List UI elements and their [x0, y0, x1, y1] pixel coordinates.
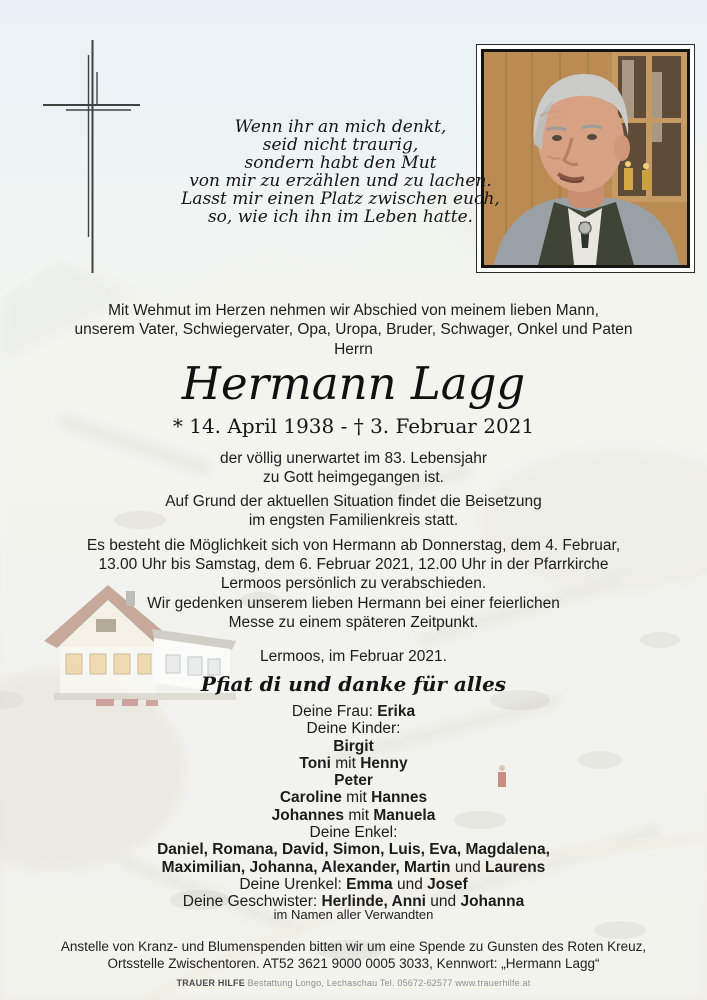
funeral-home-brand: TRAUER HILFE: [176, 978, 245, 988]
passing-paragraph: [0, 449, 707, 487]
poem-line: von mir zu erzählen und zu lachen.: [189, 171, 492, 191]
memorial-poem: [0, 118, 694, 226]
poem-line: seid nicht traurig,: [262, 135, 419, 155]
intro-line: Mit Wehmut im Herzen nehmen wir Abschied von meinem lieben Mann,: [108, 302, 599, 319]
intro-paragraph: [0, 302, 707, 339]
family-line: Birgit: [333, 737, 374, 755]
memorial-mass-paragraph: [0, 594, 707, 632]
family-line: Deine Enkel:: [309, 824, 398, 842]
donation-paragraph: [0, 939, 707, 972]
donation-line: Anstelle von Kranz- und Blumenspenden bitten wir um eine Spende zu Gunsten des Roten Kreuz,: [60, 939, 647, 954]
passing-line: zu Gott heimgegangen ist.: [263, 469, 444, 486]
memorial-line: Messe zu einem späteren Zeitpunkt.: [228, 614, 479, 631]
donation-line: Ortsstelle Zwischentoren. AT52 3621 9000 0005 3033, Kennwort: „Hermann Lagg“: [107, 955, 600, 971]
burial-paragraph: [0, 492, 707, 530]
viewing-line: 13.00 Uhr bis Samstag, dem 6. Februar 2021, 12.00 Uhr in der Pfarrkirche: [98, 556, 609, 573]
poem-line: so, wie ich ihn im Leben hatte.: [207, 207, 474, 227]
passing-line: der völlig unerwartet im 83. Lebensjahr: [219, 450, 488, 467]
poem-line: Lasst mir einen Platz zwischen euch,: [181, 189, 500, 209]
poem-line: Wenn ihr an mich denkt,: [234, 117, 447, 137]
family-line: Peter: [334, 772, 373, 790]
farewell-phrase: Pfiat di und danke für alles: [200, 672, 507, 696]
family-line: Deine Urenkel: Emma und Josef: [239, 875, 468, 893]
deceased-name: Hermann Lagg: [181, 357, 526, 410]
funeral-home-footer: [0, 978, 707, 988]
birth-death-dates: * 14. April 1938 - † 3. Februar 2021: [172, 414, 535, 438]
intro-line: unserem Vater, Schwiegervater, Opa, Uropa, Bruder, Schwager, Onkel und Paten: [74, 320, 633, 338]
place-and-date: Lermoos, im Februar 2021.: [260, 648, 447, 665]
family-line: Deine Frau: Erika: [291, 703, 416, 720]
burial-line: im engsten Familienkreis statt.: [248, 512, 459, 529]
family-line: Johannes mit Manuela: [271, 806, 436, 824]
burial-line: Auf Grund der aktuellen Situation findet die Beisetzung: [165, 493, 542, 510]
funeral-home-info: Bestattung Longo, Lechaschau Tel. 05672-62577 www.trauerhilfe.at: [244, 978, 531, 988]
poem-line: sondern habt den Mut: [244, 153, 437, 173]
memorial-line: Wir gedenken unserem lieben Hermann bei einer feierlichen: [147, 595, 560, 612]
family-line: Caroline mit Hannes: [279, 789, 428, 807]
family-line: Maximilian, Johanna, Alexander, Martin und Laurens: [161, 858, 546, 876]
viewing-line: Es besteht die Möglichkeit sich von Hermann ab Donnerstag, dem 4. Februar,: [86, 537, 621, 554]
family-line: Deine Kinder:: [306, 720, 401, 738]
family-list: [0, 703, 707, 911]
family-line: Toni mit Henny: [299, 754, 408, 772]
family-line: Deine Geschwister: Herlinde, Anni und Johanna: [182, 893, 525, 911]
family-line: Daniel, Romana, David, Simon, Luis, Eva, Magdalena,: [157, 841, 550, 859]
closing-line: im Namen aller Verwandten: [273, 907, 434, 922]
viewing-line: Lermoos persönlich zu verabschieden.: [220, 575, 487, 592]
viewing-paragraph: [0, 536, 707, 593]
salutation: Herrn: [334, 341, 373, 358]
